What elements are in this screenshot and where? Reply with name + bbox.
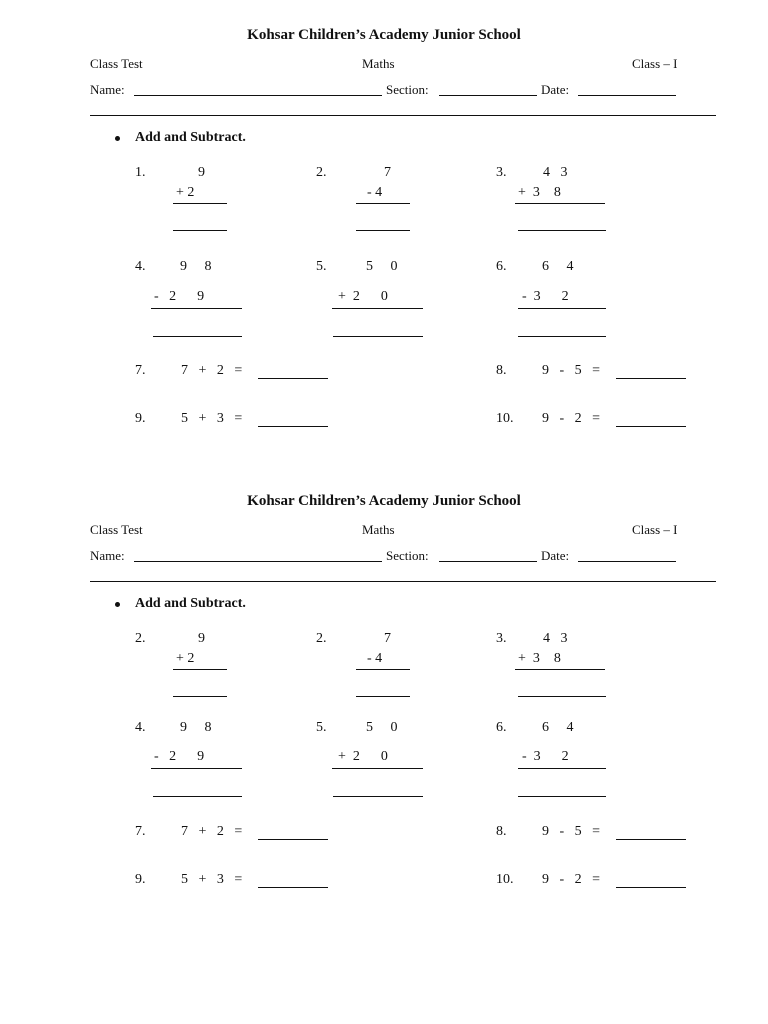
problem-8-answer-line[interactable] [616,378,686,379]
problem-7-number: 7. [135,824,146,839]
problem-6-answer-line[interactable] [518,796,606,797]
problem-7-expression: 7 + 2 = [181,363,243,378]
problem-3-top: 4 3 [543,631,568,646]
problem-2-answer-line[interactable] [356,696,410,697]
problem-4-top: 9 8 [180,259,212,274]
problem-9-number: 9. [135,411,146,426]
problem-3-answer-line[interactable] [518,696,606,697]
problem-7-answer-line[interactable] [258,839,328,840]
problem-4-operator-line [151,768,242,769]
problem-10-expression: 9 - 2 = [542,411,601,426]
header-divider [90,115,716,116]
problem-1-number: 2. [135,631,146,646]
problem-4-answer-line[interactable] [153,336,242,337]
problem-6-number: 6. [496,259,507,274]
problem-2-operator-line [356,669,410,670]
problem-1-operator-line [173,669,227,670]
problem-6-bottom: - 3 2 [522,289,569,304]
problem-8-number: 8. [496,363,507,378]
name-field[interactable] [134,561,382,562]
school-title: Kohsar Children’s Academy Junior School [247,27,521,43]
section-field[interactable] [439,561,537,562]
problem-10-answer-line[interactable] [616,887,686,888]
name-label: Name: [90,82,125,97]
date-label: Date: [541,548,570,563]
problem-5-top: 5 0 [366,720,398,735]
problem-9-number: 9. [135,872,146,887]
problem-7-number: 7. [135,363,146,378]
bullet-icon [115,136,120,141]
problem-2-number: 2. [316,165,327,180]
problem-3-top: 4 3 [543,165,568,180]
problem-2-operator-line [356,203,410,204]
school-title: Kohsar Children’s Academy Junior School [247,493,521,509]
class-label: Class – I [632,522,678,537]
header-divider [90,581,716,582]
problem-5-number: 5. [316,720,327,735]
problem-6-operator-line [518,308,606,309]
problem-2-top: 7 [384,165,391,180]
problem-1-top: 9 [198,631,205,646]
problem-10-number: 10. [496,411,514,426]
problem-9-answer-line[interactable] [258,887,328,888]
problem-6-top: 6 4 [542,259,574,274]
problem-2-number: 2. [316,631,327,646]
problem-8-answer-line[interactable] [616,839,686,840]
problem-8-expression: 9 - 5 = [542,363,601,378]
problem-1-operator-line [173,203,227,204]
problem-2-answer-line[interactable] [356,230,410,231]
problem-5-number: 5. [316,259,327,274]
date-label: Date: [541,82,570,97]
subject-label: Maths [362,522,395,537]
bullet-icon [115,602,120,607]
section-label: Section: [386,548,429,563]
problem-1-answer-line[interactable] [173,696,227,697]
problem-3-operator-line [515,669,605,670]
problem-5-answer-line[interactable] [333,336,423,337]
test-type-label: Class Test [90,56,143,71]
problem-3-bottom: + 3 8 [518,651,561,666]
instruction-text: Add and Subtract. [135,596,246,611]
problem-9-expression: 5 + 3 = [181,411,243,426]
name-label: Name: [90,548,125,563]
problem-8-number: 8. [496,824,507,839]
test-type-label: Class Test [90,522,143,537]
problem-4-number: 4. [135,720,146,735]
problem-5-answer-line[interactable] [333,796,423,797]
problem-4-top: 9 8 [180,720,212,735]
problem-6-operator-line [518,768,606,769]
section-field[interactable] [439,95,537,96]
problem-8-expression: 9 - 5 = [542,824,601,839]
problem-5-bottom: + 2 0 [338,749,388,764]
problem-4-operator-line [151,308,242,309]
name-field[interactable] [134,95,382,96]
class-label: Class – I [632,56,678,71]
problem-6-bottom: - 3 2 [522,749,569,764]
problem-4-answer-line[interactable] [153,796,242,797]
test-sheet-1 [0,28,768,494]
instruction-text: Add and Subtract. [135,130,246,145]
problem-3-answer-line[interactable] [518,230,606,231]
problem-6-top: 6 4 [542,720,574,735]
problem-5-operator-line [332,308,423,309]
problem-9-expression: 5 + 3 = [181,872,243,887]
date-field[interactable] [578,561,676,562]
problem-4-bottom: - 2 9 [154,749,205,764]
problem-10-number: 10. [496,872,514,887]
subject-label: Maths [362,56,395,71]
problem-6-number: 6. [496,720,507,735]
problem-5-bottom: + 2 0 [338,289,388,304]
problem-3-number: 3. [496,631,507,646]
problem-10-expression: 9 - 2 = [542,872,601,887]
problem-3-operator-line [515,203,605,204]
problem-5-operator-line [332,768,423,769]
problem-5-top: 5 0 [366,259,398,274]
problem-1-bottom: + 2 [176,185,195,200]
problem-1-top: 9 [198,165,205,180]
problem-1-answer-line[interactable] [173,230,227,231]
problem-7-expression: 7 + 2 = [181,824,243,839]
problem-2-bottom: - 4 [367,185,383,200]
problem-6-answer-line[interactable] [518,336,606,337]
problem-1-bottom: + 2 [176,651,195,666]
problem-2-bottom: - 4 [367,651,383,666]
problem-3-bottom: + 3 8 [518,185,561,200]
problem-9-answer-line[interactable] [258,426,328,427]
problem-3-number: 3. [496,165,507,180]
date-field[interactable] [578,95,676,96]
problem-4-number: 4. [135,259,146,274]
problem-7-answer-line[interactable] [258,378,328,379]
test-sheet-2 [0,494,768,960]
problem-4-bottom: - 2 9 [154,289,205,304]
problem-10-answer-line[interactable] [616,426,686,427]
problem-1-number: 1. [135,165,146,180]
problem-2-top: 7 [384,631,391,646]
section-label: Section: [386,82,429,97]
